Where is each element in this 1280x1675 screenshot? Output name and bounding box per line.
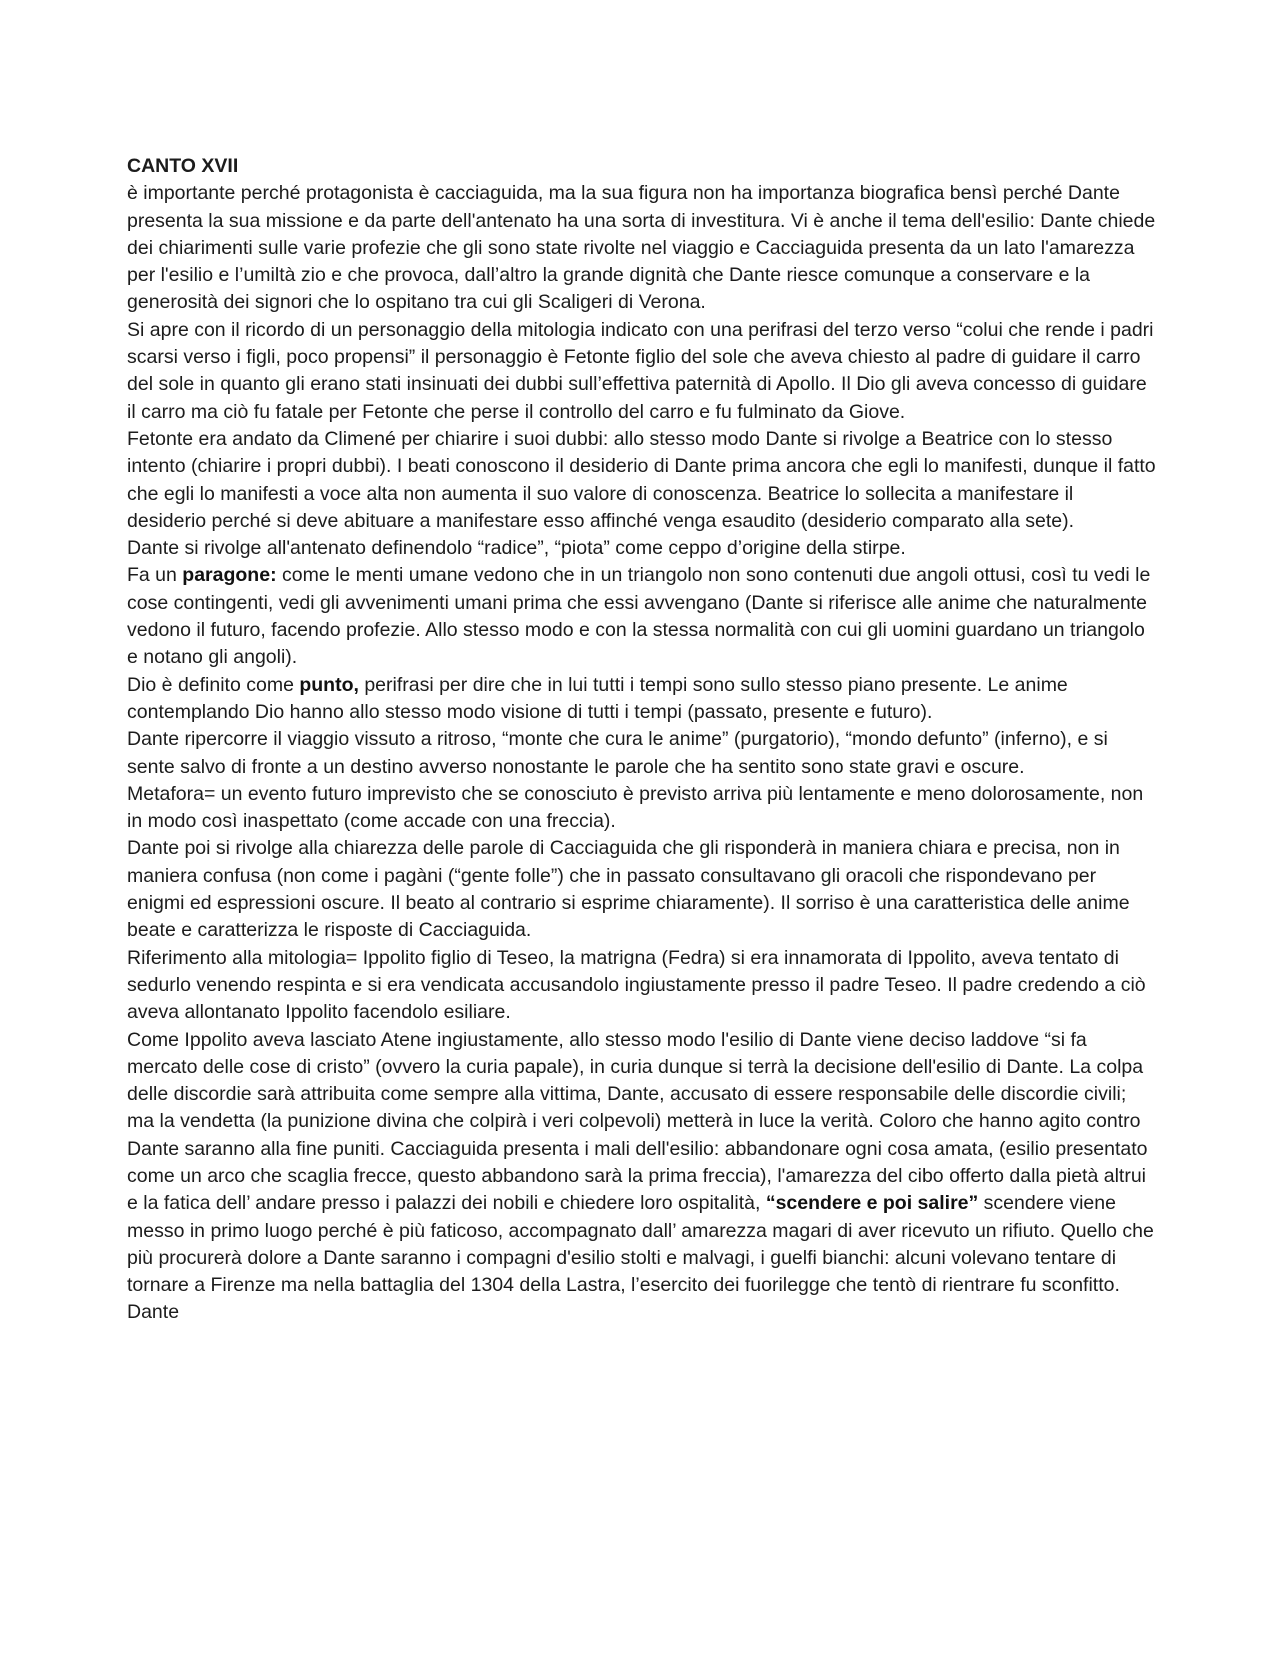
paragraph-text: Come Ippolito aveva lasciato Atene ingiustamente, allo stesso modo l'esilio di Dante viene deciso laddove “si fa mercato delle cose di cristo” (ovvero la curia papale), in curia dunque si terrà la decisione dell'esilio di Dante. La colpa delle discordie sarà attribuita come sempre alla vittima, Dante, accusato di essere responsabile delle discordie civili; ma la vendetta (la punizione divina che colpirà i veri colpevoli) metterà in luce la verità. Coloro che hanno agito contro Dante saranno alla fine puniti. Cacciaguida presenta i mali dell'esilio: abbandonare ogni cosa amata, (esilio presentato come un arco che scaglia frecce, questo abbandono sarà la prima freccia), l'amarezza del cibo offerto dalla pietà altrui e la fatica dell’ andare presso i palazzi dei nobili e chiedere loro ospitalità,	[127, 1028, 1148, 1215]
paragraph	[127, 426, 1157, 535]
paragraph-text: Fetonte era andato da Climené per chiarire i suoi dubbi: allo stesso modo Dante si rivolge a Beatrice con lo stesso intento (chiarire i propri dubbi). I beati conoscono il desiderio di Dante prima ancora che egli lo manifesti, dunque il fatto che egli lo manifesti a voce alta non aumenta il suo valore di conoscenza. Beatrice lo sollecita a manifestare il desiderio perché si deve abituare a manifestare esso affinché venga esaudito (desiderio comparato alla sete).	[127, 427, 1156, 532]
bold-keyword: punto,	[299, 673, 359, 696]
paragraph-text: è importante perché protagonista è cacciaguida, ma la sua figura non ha importanza biografica bensì perché Dante presenta la sua missione e da parte dell'antenato ha una sorta di investitura. Vi è anche il tema dell'esilio: Dante chiede dei chiarimenti sulle varie profezie che gli sono state rivolte nel viaggio e Cacciaguida presenta da un lato l'amarezza per l'esilio e l’umiltà zio e che provoca, dall’altro la grande dignità che Dante riesce comunque a conservare e la generosità dei signori che lo ospitano tra cui gli Scaligeri di Verona.	[127, 182, 1156, 314]
paragraph-text: Fa un	[127, 564, 183, 587]
paragraph	[127, 1027, 1157, 1327]
paragraph-text: come le menti umane vedono che in un triangolo non sono contenuti due angoli ottusi, così tu vedi le cose contingenti, vedi gli avvenimenti umani prima che essi avvengano (Dante si riferisce alle anime che naturalmente vedono il futuro, facendo profezie. Allo stesso modo e con la stessa normalità con cui gli uomini guardano un triangolo e notano gli angoli).	[127, 564, 1151, 669]
paragraph-text: Dante ripercorre il viaggio vissuto a ritroso, “monte che cura le anime” (purgatorio), “mondo defunto” (inferno), e si sente salvo di fronte a un destino avverso nonostante le parole che ha sentito sono state gravi e oscure.	[127, 728, 1108, 778]
paragraph-text: Riferimento alla mitologia= Ippolito figlio di Teseo, la matrigna (Fedra) si era innamorata di Ippolito, aveva tentato di sedurlo venendo respinta e si era vendicata accusandolo ingiustamente presso il padre Teseo. Il padre credendo a ciò aveva allontanato Ippolito facendolo esiliare.	[127, 946, 1146, 1024]
paragraph	[127, 672, 1157, 727]
paragraph-text: Dante poi si rivolge alla chiarezza delle parole di Cacciaguida che gli risponderà in maniera chiara e precisa, non in maniera confusa (non come i pagàni (“gente folle”) che in passato consultavano gli oracoli che rispondevano per enigmi ed espressioni oscure. Il beato al contrario si esprime chiaramente). Il sorriso è una caratteristica delle anime beate e caratterizza le risposte di Cacciaguida.	[127, 837, 1130, 942]
paragraph	[127, 535, 1157, 562]
paragraph	[127, 835, 1157, 944]
paragraph	[127, 317, 1157, 426]
paragraph-text: Si apre con il ricordo di un personaggio della mitologia indicato con una perifrasi del terzo verso “colui che rende i padri scarsi verso i figli, poco propensi” il personaggio è Fetonte figlio del sole che aveva chiesto al padre di guidare il carro del sole in quanto gli erano stati insinuati dei dubbi sull’effettiva paternità di Apollo. Il Dio gli aveva concesso di guidare il carro ma ciò fu fatale per Fetonte che perse il controllo del carro e fu fulminato da Giove.	[127, 318, 1154, 423]
document-title: CANTO XVII	[127, 155, 239, 177]
paragraph	[127, 945, 1157, 1027]
document-body	[127, 180, 1157, 1326]
paragraph-text: Dante si rivolge all'antenato definendolo “radice”, “piota” come ceppo d’origine della stirpe.	[127, 537, 906, 560]
paragraph-text: perifrasi per dire che in lui tutti i tempi sono sullo stesso piano presente. Le anime contemplando Dio hanno allo stesso modo visione di tutti i tempi (passato, presente e futuro).	[127, 673, 1068, 723]
paragraph	[127, 781, 1157, 836]
paragraph-text: Metafora= un evento futuro imprevisto che se conosciuto è previsto arriva più lentamente e meno dolorosamente, non in modo così inaspettato (come accade con una freccia).	[127, 782, 1144, 833]
paragraph	[127, 562, 1157, 671]
paragraph-text: scendere viene messo in primo luogo perché è più faticoso, accompagnato dall’ amarezza magari di aver ricevuto un rifiuto. Quello che più procurerà dolore a Dante saranno i compagni d'esilio stolti e malvagi, i guelfi bianchi: alcuni volevano tentare di tornare a Firenze ma nella battaglia del 1304 della Lastra, l’esercito dei fuorilegge che tentò di rientrare fu sconfitto. Dante	[127, 1192, 1154, 1324]
paragraph	[127, 180, 1157, 316]
bold-keyword: “scendere e poi salire”	[765, 1192, 979, 1215]
paragraph-text: Dio è definito come	[127, 673, 300, 696]
paragraph	[127, 726, 1157, 781]
bold-keyword: paragone:	[182, 564, 277, 587]
document-page	[127, 153, 1157, 1327]
